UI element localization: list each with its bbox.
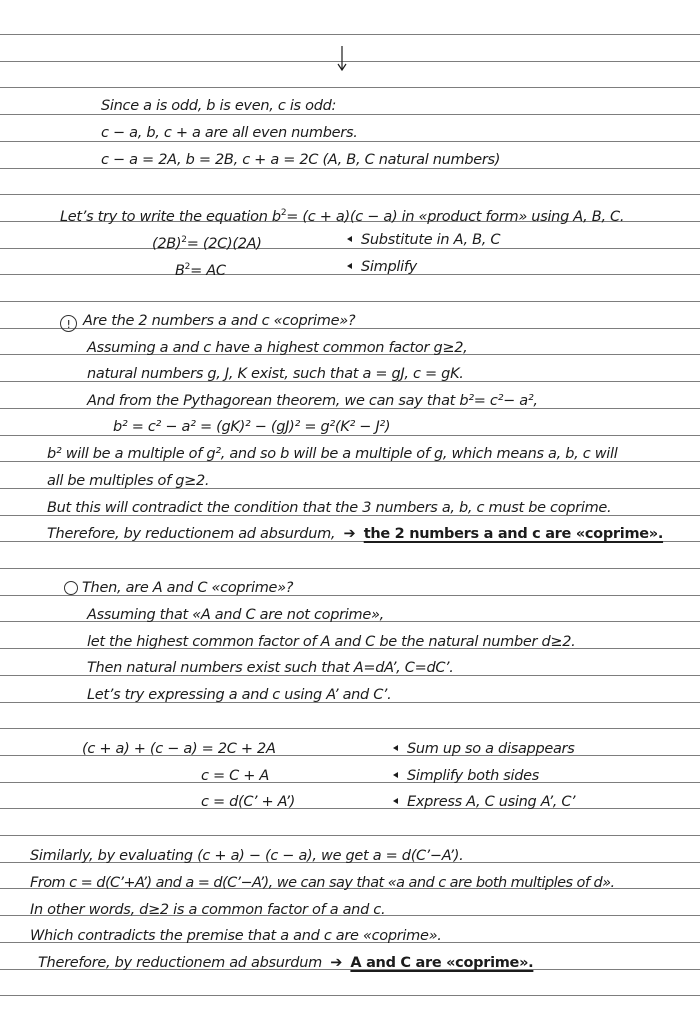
section1-title <box>60 312 355 332</box>
section2-title <box>64 579 293 597</box>
right-arrow-icon: ➔ <box>343 526 356 542</box>
rule-line <box>0 782 700 783</box>
rule-line <box>0 61 700 62</box>
parity-line-2: c − a, b, c + a are all even numbers. <box>101 125 358 141</box>
product-step-1-equation <box>152 231 262 253</box>
exclamation-circle-icon: ! <box>60 315 77 332</box>
intro-text: Let’s try to write the equation b <box>60 209 281 225</box>
superscript: 2 <box>280 208 287 218</box>
down-arrow-icon <box>337 46 347 72</box>
rule-line <box>0 995 700 996</box>
eq-part: (2B) <box>152 236 182 252</box>
section2-line-2: let the highest common factor of A and C be the natural number d≥2. <box>87 634 576 650</box>
eq-part: = AC <box>190 263 226 279</box>
product-step-1-note <box>347 231 500 249</box>
bullet-triangle-icon <box>393 772 398 778</box>
rule-line <box>0 301 700 302</box>
superscript: 2 <box>181 235 187 245</box>
note-text: Substitute in A, B, C <box>361 232 501 248</box>
bullet-triangle-icon <box>347 236 352 242</box>
section2-line-3: Then natural numbers exist such that A=dA’, C=dC’. <box>87 660 454 676</box>
product-form-intro <box>60 204 624 226</box>
conclusion-lead: Therefore, by reductionem ad absurdum <box>38 955 322 971</box>
section1-para-line-1: b² will be a multiple of g², and so b will be a multiple of g, which means a, b, c will <box>47 446 618 462</box>
product-step-2-note <box>347 258 417 276</box>
note-text: Simplify both sides <box>407 768 540 784</box>
conclusion-emphasis: the 2 numbers a and c are «coprime». <box>363 526 664 542</box>
section2-step-3-equation: c = d(C’ + A’) <box>201 794 296 810</box>
right-arrow-icon: ➔ <box>330 955 343 971</box>
rule-line <box>0 835 700 836</box>
section2-step-1-equation: (c + a) + (c − a) = 2C + 2A <box>82 741 276 757</box>
section1-equation: b² = c² − a² = (gK)² − (gJ)² = g²(K² − J²) <box>113 419 391 435</box>
product-step-2-equation <box>175 258 226 280</box>
rule-line <box>0 34 700 35</box>
section2-closing-4: Which contradicts the premise that a and c are «coprime». <box>30 928 442 944</box>
section2-line-1: Assuming that «A and C are not coprime», <box>87 607 384 623</box>
section2-step-3-note <box>393 793 575 811</box>
bullet-triangle-icon <box>393 798 398 804</box>
section2-step-2-note <box>393 767 539 785</box>
bullet-triangle-icon <box>347 263 352 269</box>
section1-para-line-2: all be multiples of g≥2. <box>47 473 210 489</box>
parity-line-1: Since a is odd, b is even, c is odd: <box>101 98 337 114</box>
section2-title-text: Then, are A and C «coprime»? <box>82 580 294 596</box>
section1-title-text: Are the 2 numbers a and c «coprime»? <box>83 313 356 329</box>
section2-conclusion <box>38 954 533 972</box>
rule-line <box>0 728 700 729</box>
section2-line-4: Let’s try expressing a and c using A’ and C’. <box>87 687 392 703</box>
eq-part: = (2C)(2A) <box>186 236 262 252</box>
note-text: Sum up so a disappears <box>407 741 575 757</box>
circle-marker-icon <box>64 581 78 595</box>
rule-line <box>0 568 700 569</box>
section1-line-2: natural numbers g, J, K exist, such that a = gJ, c = gK. <box>87 366 464 382</box>
conclusion-lead: Therefore, by reductionem ad absurdum, <box>47 526 336 542</box>
rule-line <box>0 808 700 809</box>
conclusion-emphasis: A and C are «coprime». <box>350 955 534 971</box>
superscript: 2 <box>184 262 191 272</box>
note-text: Simplify <box>361 259 417 275</box>
section1-contradiction: But this will contradict the condition that the 3 numbers a, b, c must be coprime. <box>47 500 612 516</box>
eq-part: B <box>175 263 185 279</box>
section2-step-2-equation: c = C + A <box>201 768 270 784</box>
bullet-triangle-icon <box>393 745 398 751</box>
section1-line-3: And from the Pythagorean theorem, we can say that b²= c²− a², <box>87 393 538 409</box>
section1-line-1: Assuming a and c have a highest common factor g≥2, <box>87 340 468 356</box>
note-text: Express A, C using A’, C’ <box>407 794 576 810</box>
section2-step-1-note <box>393 740 574 758</box>
parity-line-3: c − a = 2A, b = 2B, c + a = 2C (A, B, C natural numbers) <box>101 152 501 168</box>
section2-closing-2: From c = d(C’+A’) and a = d(C’−A’), we can say that «a and c are both multiples of d». <box>30 875 615 891</box>
section2-closing-3: In other words, d≥2 is a common factor of a and c. <box>30 902 386 918</box>
section1-conclusion <box>47 525 663 543</box>
intro-text-end: = (c + a)(c − a) in «product form» using A, B, C. <box>286 209 625 225</box>
rule-line <box>0 194 700 195</box>
rule-line <box>0 87 700 88</box>
section2-closing-1: Similarly, by evaluating (c + a) − (c − a), we get a = d(C’−A’). <box>30 848 464 864</box>
